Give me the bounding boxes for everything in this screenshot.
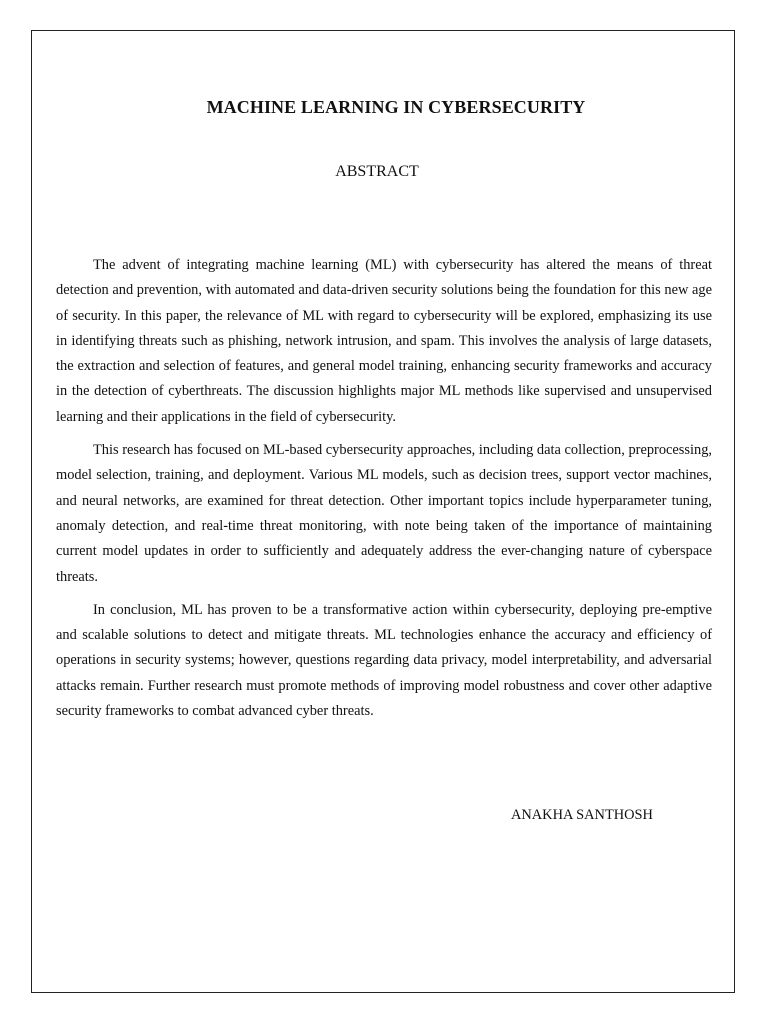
abstract-paragraph-3: In conclusion, ML has proven to be a transformative action within cybersecurity, deploying pre-emptive and scalable solutions to detect and mitigate threats. ML technologies enhance the accuracy and efficiency of operations in security systems; however, questions regarding data privacy, model interpretability, and adversarial attacks remain. Further research must promote methods of improving model robustness and cover other adaptive security frameworks to combat advanced cyber threats. <box>56 601 712 720</box>
author-name: ANAKHA SANTHOSH <box>511 807 653 823</box>
document-title: MACHINE LEARNING IN CYBERSECURITY <box>206 97 586 117</box>
abstract-heading: ABSTRACT <box>335 163 419 180</box>
abstract-paragraph-2: This research has focused on ML-based cybersecurity approaches, including data collection, preprocessing, model selection, training, and deployment. Various ML models, such as decision trees, support vector machines, and neural networks, are examined for threat detection. Other important topics include hyperparameter tuning, anomaly detection, and real-time threat monitoring, with note being taken of the importance of maintaining current model updates in order to sufficiently and adequately address the ever-changing nature of cyberspace threats. <box>56 442 712 585</box>
abstract-body <box>56 253 712 732</box>
abstract-paragraph-1: The advent of integrating machine learning (ML) with cybersecurity has altered the means of threat detection and prevention, with automated and data-driven security solutions being the foundation for this new age of security. In this paper, the relevance of ML with regard to cybersecurity will be explored, emphasizing its use in identifying threats such as phishing, network intrusion, and spam. This involves the analysis of large datasets, the extraction and selection of features, and general model training, enhancing security frameworks and accuracy in the detection of cyberthreats. The discussion highlights major ML methods like supervised and unsupervised learning and their applications in the field of cybersecurity. <box>56 257 712 425</box>
